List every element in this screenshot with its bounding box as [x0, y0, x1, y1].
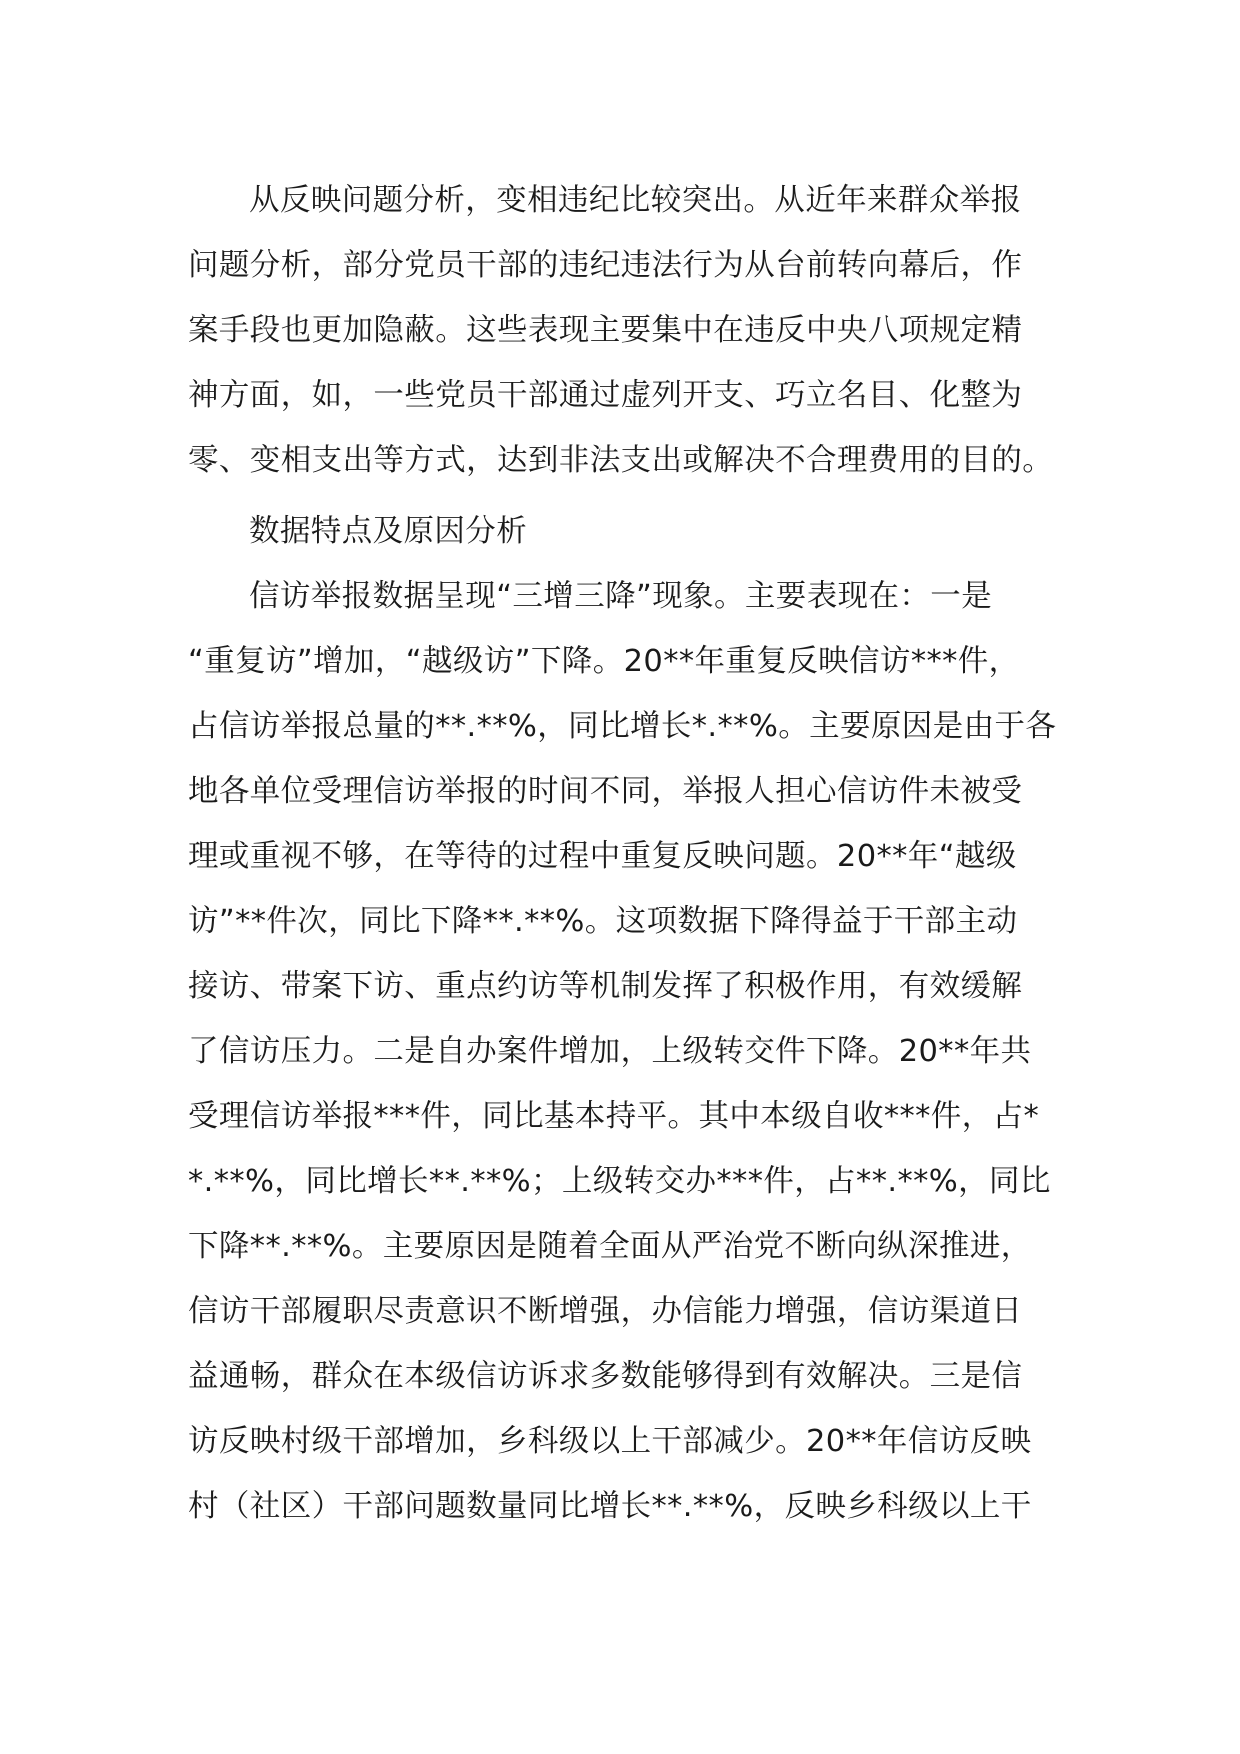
text-line: 地各单位受理信访举报的时间不同，举报人担心信访件未被受	[188, 774, 1023, 809]
text-line: *.**%，同比增长**.**%；上级转交办***件，占**.**%，同比	[188, 1164, 1051, 1199]
document-body	[188, 168, 1056, 1539]
text-line: 受理信访举报***件，同比基本持平。其中本级自收***件，占*	[188, 1099, 1040, 1134]
text-line: 从反映问题分析，变相违纪比较突出。从近年来群众举报	[249, 183, 1022, 218]
text-line: 案手段也更加隐蔽。这些表现主要集中在违反中央八项规定精	[188, 313, 1023, 348]
text-line: 益通畅，群众在本级信访诉求多数能够得到有效解决。三是信	[188, 1359, 1023, 1394]
text-line: 了信访压力。二是自办案件增加，上级转交件下降。20**年共	[188, 1034, 1032, 1069]
text-line: 访反映村级干部增加，乡科级以上干部减少。20**年信访反映	[188, 1424, 1032, 1459]
text-line: 下降**.**%。主要原因是随着全面从严治党不断向纵深推进，	[188, 1229, 1032, 1264]
text-line: 信访举报数据呈现“三增三降”现象。主要表现在：一是	[249, 579, 993, 614]
text-line: 零、变相支出等方式，达到非法支出或解决不合理费用的目的。	[188, 443, 1054, 478]
text-line: 信访干部履职尽责意识不断增强，办信能力增强，信访渠道日	[188, 1294, 1023, 1329]
text-line: 村（社区）干部问题数量同比增长**.**%，反映乡科级以上干	[188, 1489, 1032, 1524]
text-line: 访”**件次，同比下降**.**%。这项数据下降得益于干部主动	[188, 904, 1018, 939]
section-heading: 数据特点及原因分析	[249, 514, 528, 549]
paragraph-problem-analysis	[188, 168, 1056, 493]
text-line: “重复访”增加，“越级访”下降。20**年重复反映信访***件，	[188, 644, 1020, 679]
text-line: 理或重视不够，在等待的过程中重复反映问题。20**年“越级	[188, 839, 1017, 874]
text-line: 神方面，如，一些党员干部通过虚列开支、巧立名目、化整为	[188, 378, 1023, 413]
paragraph-data-characteristics	[188, 564, 1056, 1539]
text-line: 问题分析，部分党员干部的违纪违法行为从台前转向幕后，作	[188, 248, 1023, 283]
text-line: 接访、带案下访、重点约访等机制发挥了积极作用，有效缓解	[188, 969, 1023, 1004]
text-line: 占信访举报总量的**.**%，同比增长*.**%。主要原因是由于各	[188, 709, 1057, 744]
